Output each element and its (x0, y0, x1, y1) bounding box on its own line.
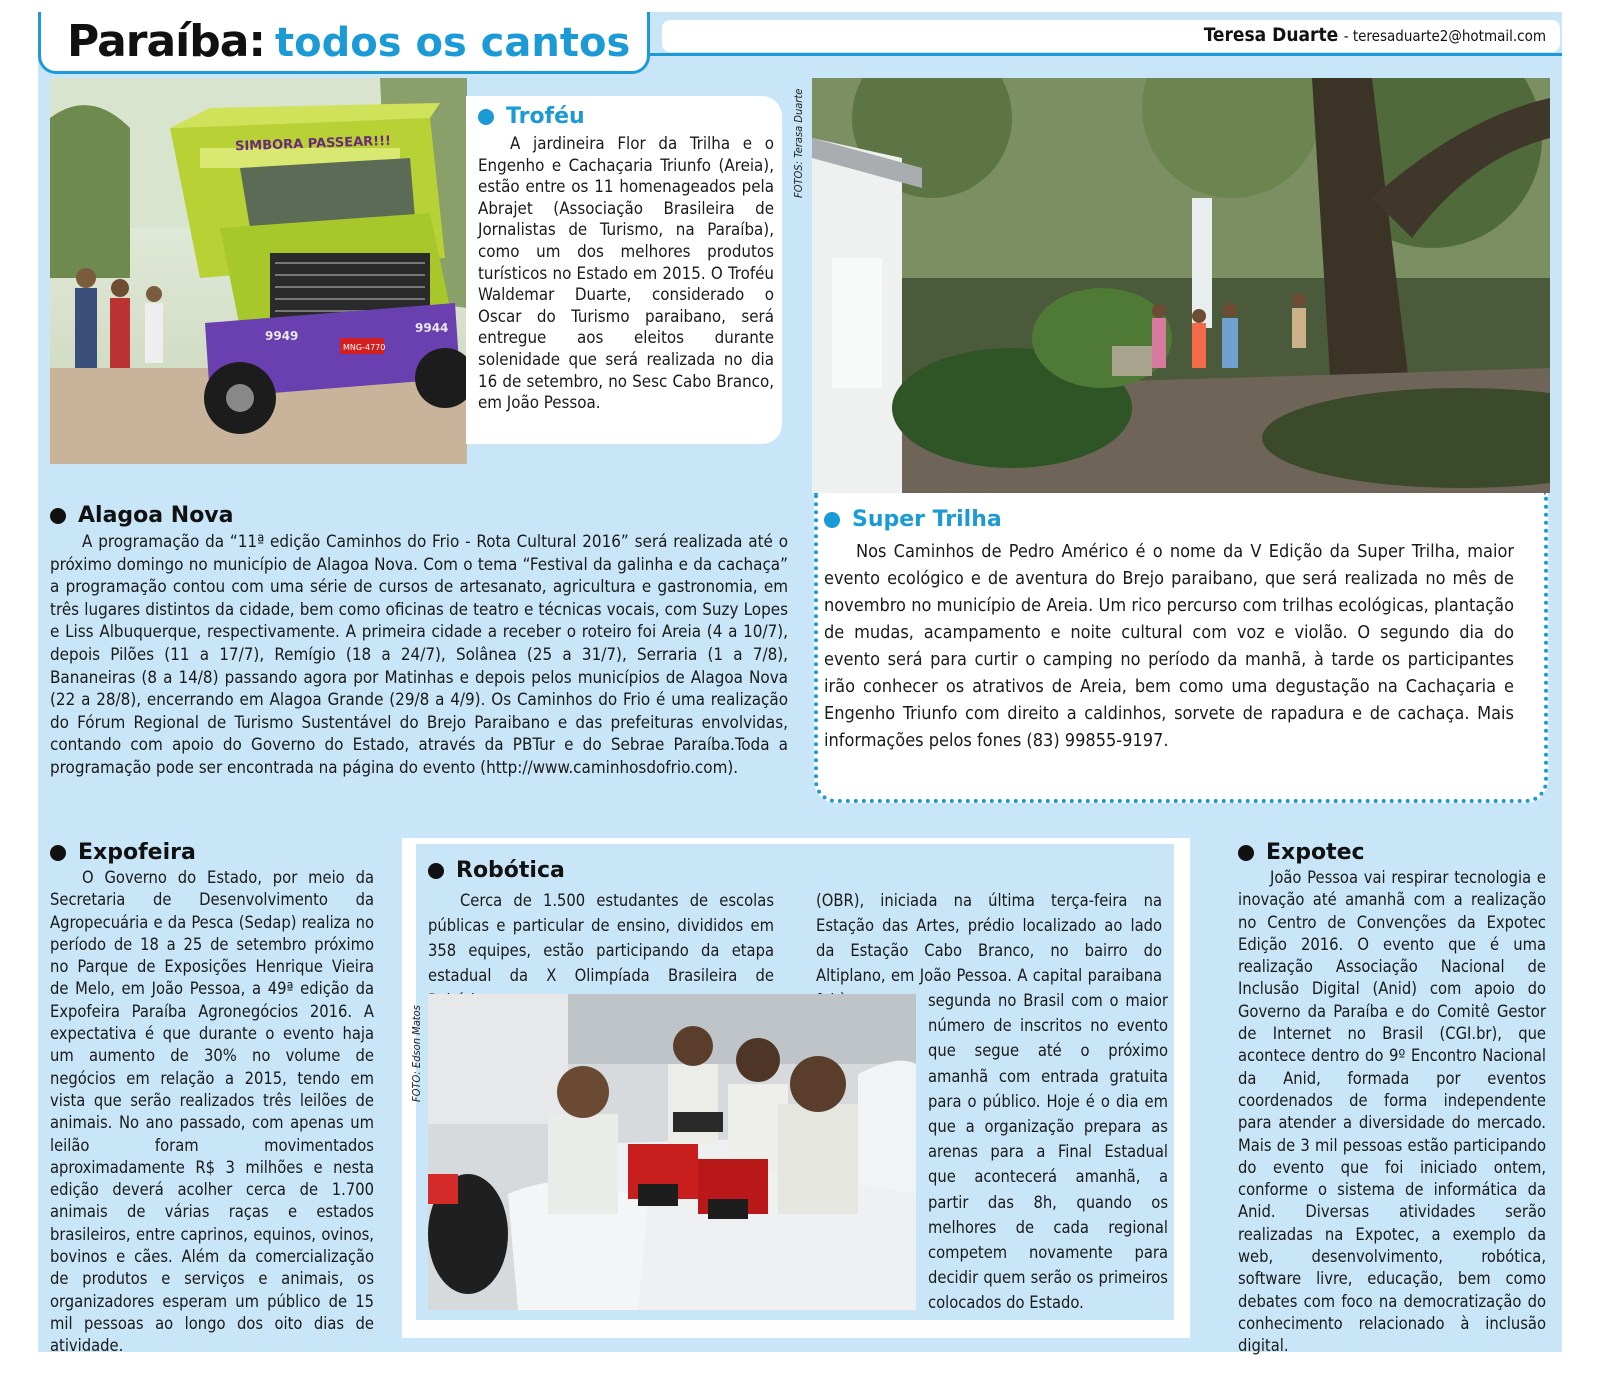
trofeu-heading (478, 104, 774, 129)
expofeira-heading (50, 840, 374, 865)
expofeira-section (50, 840, 374, 1358)
author-byline (1204, 24, 1546, 46)
bullet-icon (428, 863, 444, 879)
robotica-section (428, 858, 1180, 883)
robotica-heading-text: Robótica (456, 858, 565, 883)
trofeu-body: A jardineira Flor da Trilha e o Engenho e Cachaçaria Triunfo (Areia), estão entre os 11 homenageados pela Abrajet (Associação Brasileira de Jornalistas de Turismo, na Paraíba), como um dos melhores produtos turísticos no Estado em 2015. O Troféu Waldemar Duarte, considerado o Oscar do Turismo paraibano, será entregue aos eleitos durante solenidade que será realizada no dia 16 de setembro, no Sesc Cabo Branco, em João Pessoa. (478, 133, 774, 413)
robotica-body-left: Cerca de 1.500 estudantes de escolas públicas e particular de ensino, divididos em 358 equipes, estão participando da etapa estadual da X Olimpíada Brasileira de (428, 891, 774, 985)
author-bar (662, 20, 1560, 52)
robotics-photo (428, 994, 916, 1310)
title-sub: todos os cantos (275, 20, 631, 66)
expotec-body: João Pessoa vai respirar tecnologia e inovação até amanhã com a realização no Centro de Convenções da Expotec Edição 2016. O evento que é uma realização Associação Nacional de Inclusão Digital (Anid) com apoio do Governo da Paraíba e do Comitê Gestor de Internet no Brasil (CGI.br), que acontece dentro do 9º Encontro Nacional da Anid, formada por eventos coordenados de forma independente para atender a diversidade do mercado. Mais de 3 mil pessoas estão participando do evento que foi iniciado ontem, conforme o sistema de informática da Anid. Diversas atividades serão realizadas na Expotec, a exemplo da web, desenvolvimento, robótica, software livre, educação, bem como debates com foco na democratização do conhecimento relacionado à inclusão digital. (1238, 868, 1546, 1356)
alagoa-heading-text: Alagoa Nova (78, 503, 234, 528)
alagoa-section (50, 503, 788, 779)
expotec-heading (1238, 840, 1546, 865)
expotec-heading-text: Expotec (1266, 840, 1365, 865)
truck-number-right: 9944 (415, 321, 449, 335)
expofeira-heading-text: Expofeira (78, 840, 196, 865)
supertrilha-heading-text: Super Trilha (852, 507, 1002, 532)
supertrilha-box (814, 493, 1548, 803)
trofeu-heading-text: Troféu (506, 104, 585, 129)
robotica-body-right-top: (OBR), iniciada na última terça-feira na Estação das Artes, prédio localizado ao lado da Estação Cabo Branco, no bairro do Altiplano, em João Pessoa. A capital paraibana (816, 891, 1162, 985)
garden-photo (812, 78, 1550, 493)
truck-number-left: 9949 (265, 329, 299, 343)
author-email: - teresaduarte2@hotmail.com (1343, 27, 1546, 45)
title-main: Paraíba: (67, 16, 266, 67)
header-rule (650, 53, 1562, 56)
alagoa-body: A programação da “11ª edição Caminhos do Frio - Rota Cultural 2016” será realizada até o próximo domingo no município de Alagoa Nova. Com o tema “Festival da galinha e da cachaça” a programação contou com uma série de cursos de artesanato, agricultura e gastronomia, em três lugares distintos da cidade, bem como oficinas de teatro e técnicas vocais, com Suzy Lopes e Liss Albuquerque, respectivamente. A primeira cidade a receber o roteiro foi Areia (4 a 10/7), depois Pilões (11 a 17/7), Remígio (18 a 24/7), Solânea (25 a 31/7), Serraria (1 a 7/8), Bananeiras (8 a 14/8) passando agora por Matinhas e depois pelos municípios de Alagoa Nova (22 a 28/8), encerrando em Alagoa Grande (29/8 a 4/9). Os Caminhos do Frio é uma realização do Fórum Regional de Turismo Sustentável do Brejo Paraibano e das prefeituras envolvidas, contando com apoio do Governo do Estado, através da PBTur e do Sebrae Paraíba.Toda a programação pode ser encontrada na página do evento (http://www.caminhosdofrio.com). (50, 531, 788, 777)
page-title (67, 16, 630, 67)
truck-sign: SIMBORA PASSEAR!!! (234, 133, 392, 155)
expofeira-body: O Governo do Estado, por meio da Secretaria de Desenvolvimento da Agropecuária e da Pesca (Sedap) realiza no período de 18 a 25 de setembro próximo no Parque de Exposições Henrique Vieira de Melo, em João Pessoa, a 49ª edição da Expofeira Paraíba Agronegócios 2016. A expectativa é que durante o evento haja um aumento de 30% no volume de negócios em relação a 2015, tendo em vista que serão realizados três leilões de animais. No ano passado, com apenas um leilão foram movimentados aproximadamente R$ 3 milhões e nesta edição deverá acolher cerca de 1.700 animais de várias raças e estados brasileiros, entre caprinos, equinos, ovinos, bovinos e cães. Além da comercialização de produtos e serviços e animais, os organizadores esperam um público de 15 mil pessoas ao longo dos oito dias de atividade. (50, 868, 374, 1356)
bullet-icon (50, 508, 66, 524)
truck-photo (50, 78, 467, 464)
bullet-icon (824, 512, 840, 528)
robotica-heading (428, 858, 1180, 883)
supertrilha-heading (824, 507, 1514, 532)
robotics-photo-credit: FOTO: Edson Matos (410, 1005, 423, 1102)
bullet-icon (50, 845, 66, 861)
robotica-body-right-bottom: segunda no Brasil com o maior número de inscritos no evento que segue até o próximo amanhã com entrada gratuita para o público. Hoje é o dia em que a organização prepara as arenas para a Final Estadual que acontecerá amanhã, a partir das 8h, quando os melhores de cada regional competem novamente para decidir quem serão os primeiros colocados do Estado. (928, 991, 1168, 1313)
bullet-icon (1238, 845, 1254, 861)
header-title-tab (38, 12, 650, 74)
alagoa-heading (50, 503, 788, 528)
bullet-icon (478, 109, 494, 125)
author-name: Teresa Duarte (1203, 24, 1339, 46)
garden-photo-credit: FOTOS: Terasa Duarte (792, 88, 805, 198)
truck-plate: MNG-4770 (343, 343, 386, 352)
supertrilha-body: Nos Caminhos de Pedro Américo é o nome da V Edição da Super Trilha, maior evento ecológico e de aventura do Brejo paraibano, que será realizada no mês de novembro no município de Areia. Um rico percurso com trilhas ecológicas, plantação de mudas, acampamento e noite cultural com voz e violão. O segundo dia do evento será para curtir o camping no período da manhã, à tarde os participantes irão conhecer os atrativos de Areia, bem como uma degustação na Cachaçaria e Engenho Triunfo com direito a caldinhos, sorvete de rapadura e de cachaça. Mais informações pelos fones (83) 99855-9197. (824, 541, 1514, 751)
trofeu-box (466, 96, 782, 444)
expotec-section (1238, 840, 1546, 1358)
